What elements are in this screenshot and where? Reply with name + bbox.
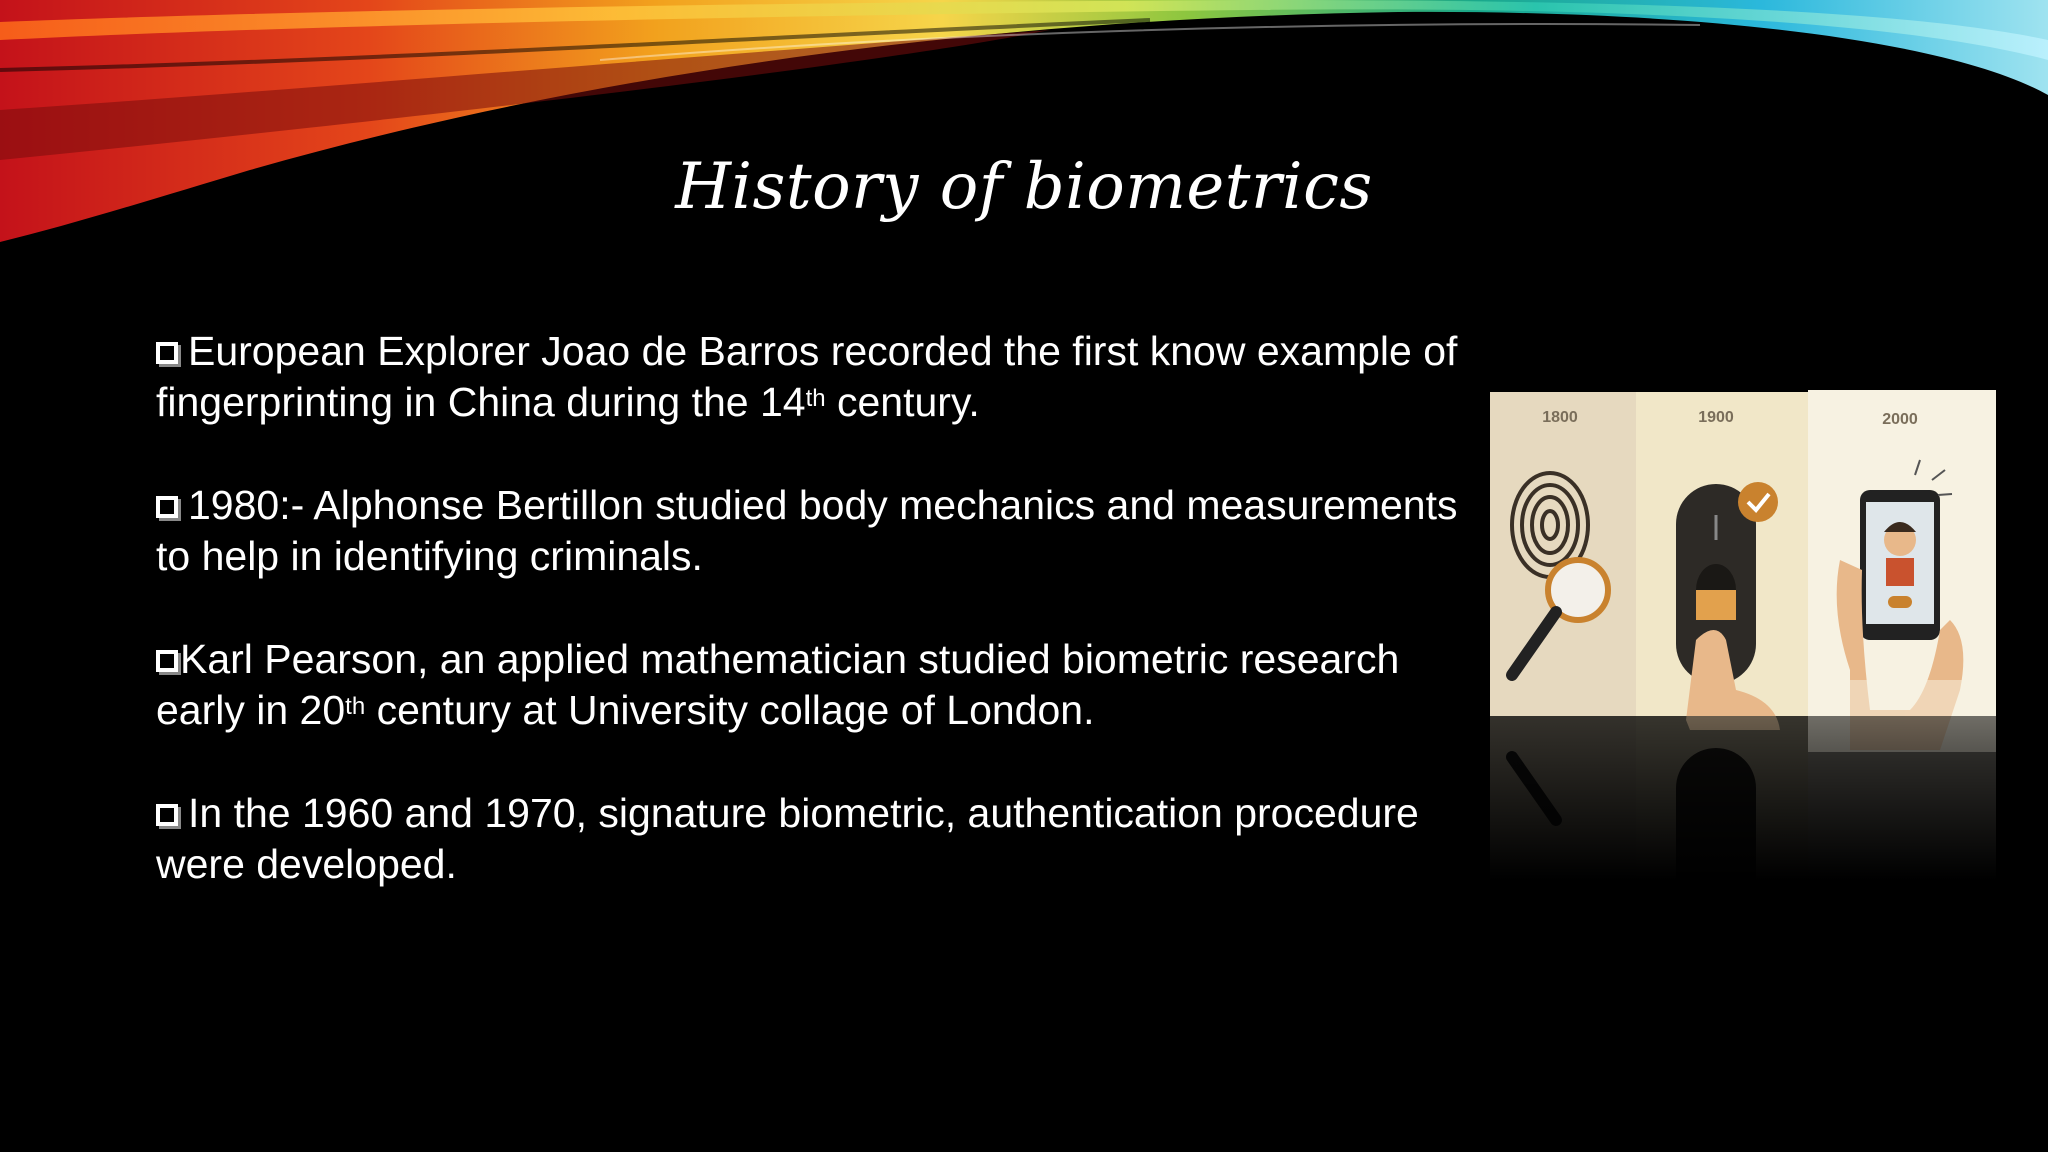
panel-year-1900: 1900 [1698, 409, 1734, 426]
biometrics-timeline-illustration [1490, 390, 1998, 880]
checkbox-bullet-icon [156, 496, 178, 518]
panel-year-1800: 1800 [1542, 409, 1578, 426]
checkbox-bullet-icon [156, 342, 178, 364]
bullet-item: European Explorer Joao de Barros recorded the first know example of fingerprinting in China during the 14th century. [156, 328, 1458, 425]
panel-year-2000: 2000 [1882, 411, 1918, 428]
bullet-list [156, 326, 1526, 942]
slide-title: History of biometrics [675, 150, 1373, 224]
checkbox-bullet-icon [156, 804, 178, 826]
checkbox-bullet-icon [156, 650, 178, 672]
bullet-item: 1980:- Alphonse Bertillon studied body mechanics and measurements to help in identifying criminals. [156, 482, 1458, 579]
bullet-item: In the 1960 and 1970, signature biometric, authentication procedure were developed. [156, 790, 1419, 887]
bullet-item: Karl Pearson, an applied mathematician studied biometric research early in 20th century at University collage of London. [156, 636, 1400, 733]
